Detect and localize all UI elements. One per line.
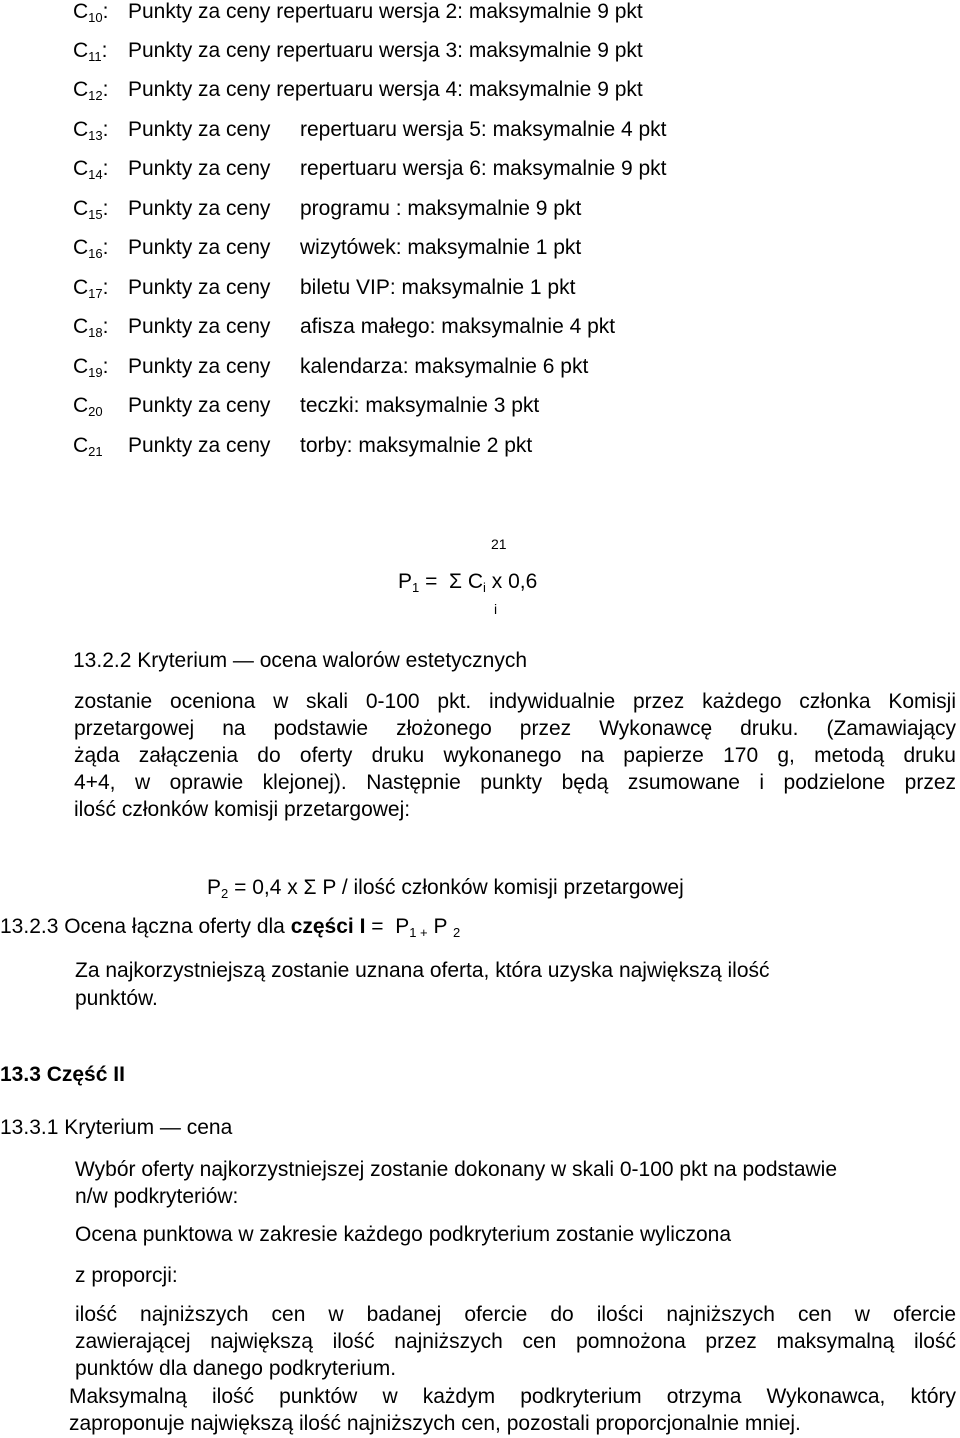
criterion-prefix: Punkty za ceny — [128, 434, 271, 457]
paragraph-line: Maksymalną ilość punktów w każdym podkryterium otrzyma Wykonawca, który — [69, 1385, 956, 1408]
section-1331-paragraph-3: z proporcji: — [75, 1264, 178, 1287]
criterion-prefix: Punkty za ceny — [128, 315, 271, 338]
criterion-text: programu : maksymalnie 9 pkt — [300, 197, 582, 220]
criterion-label: $C_{18}$: — [73, 315, 109, 340]
criterion-label: $C_{19}$: — [73, 355, 109, 380]
paragraph-line: 4+4, w oprawie klejonej). Następnie punkty będą zsumowane i podzielone przez — [74, 771, 956, 794]
section-heading-1331: 13.3.1 Kryterium — cena — [0, 1116, 233, 1139]
section-1331-paragraph-1 — [75, 1156, 945, 1210]
section-1331-paragraph-5 — [69, 1383, 956, 1437]
criterion-row — [0, 395, 960, 419]
section-1323-note — [75, 957, 935, 1013]
criterion-prefix: Punkty za ceny — [128, 276, 271, 299]
criterion-prefix: Punkty za ceny — [128, 236, 271, 259]
criterion-label: $C_{16}$: — [73, 236, 109, 261]
criterion-label: $C_{11}$: — [73, 39, 108, 64]
criterion-row — [0, 237, 960, 261]
criterion-label: $C_{10}$: — [73, 0, 109, 25]
paragraph-line: przetargowej na podstawie złożonego przez Wykonawcę druku. (Zamawiający — [74, 717, 956, 740]
paragraph-line: ilość członków komisji przetargowej: — [74, 798, 411, 821]
criterion-text: repertuaru wersja 5: maksymalnie 4 pkt — [300, 118, 667, 141]
criterion-label: $C_{17}$: — [73, 276, 109, 301]
paragraph-line: Za najkorzystniejszą zostanie uznana oferta, która uzyska największą ilość — [75, 959, 770, 982]
criterion-prefix: Punkty za ceny — [128, 157, 271, 180]
paragraph-line: zaproponuje największą ilość najniższych cen, pozostali proporcjonalnie mniej. — [69, 1412, 801, 1435]
criterion-label: $C_{20}$ — [73, 394, 103, 419]
section-heading-133: 13.3 Część II — [0, 1063, 125, 1086]
criterion-label: $C_{13}$: — [73, 118, 109, 143]
paragraph-line: punktów. — [75, 987, 158, 1010]
criterion-text: biletu VIP: maksymalnie 1 pkt — [300, 276, 576, 299]
paragraph-line: żąda załączenia do oferty druku wykonanego na papierze 170 g, metodą druku — [74, 744, 956, 767]
criterion-row — [0, 40, 960, 64]
criterion-text: wizytówek: maksymalnie 1 pkt — [300, 236, 582, 259]
criterion-text: Punkty za ceny repertuaru wersja 3: maksymalnie 9 pkt — [128, 39, 643, 62]
criterion-prefix: Punkty za ceny — [128, 197, 271, 220]
criterion-text: Punkty za ceny repertuaru wersja 4: maksymalnie 9 pkt — [128, 78, 643, 101]
criterion-prefix: Punkty za ceny — [128, 355, 271, 378]
criterion-label: $C_{21}$ — [73, 434, 103, 459]
paragraph-line: ilość najniższych cen w badanej ofercie do ilości najniższych cen w ofercie — [75, 1303, 956, 1326]
paragraph-line: n/w podkryteriów: — [75, 1185, 239, 1208]
criterion-row — [0, 277, 960, 301]
criterion-row — [0, 119, 960, 143]
section-1322-paragraph — [74, 688, 956, 823]
criterion-row — [0, 1, 960, 25]
sum-lower-limit: i — [494, 601, 498, 617]
criterion-row — [0, 356, 960, 380]
criterion-text: Punkty za ceny repertuaru wersja 2: maksymalnie 9 pkt — [128, 0, 643, 23]
paragraph-line: zostanie oceniona w skali 0-100 pkt. indywidualnie przez każdego członka Komisji — [74, 690, 956, 713]
criterion-row — [0, 316, 960, 340]
criterion-text: teczki: maksymalnie 3 pkt — [300, 394, 540, 417]
criterion-text: repertuaru wersja 6: maksymalnie 9 pkt — [300, 157, 667, 180]
formula-p2: $P_2 = 0,4$ x Σ P / ilość członków komisji przetargowej — [207, 876, 684, 901]
criterion-row — [0, 158, 960, 182]
criterion-text: kalendarza: maksymalnie 6 pkt — [300, 355, 589, 378]
criterion-row — [0, 435, 960, 459]
section-heading-1322: 13.2.2 Kryterium — ocena walorów estetycznych — [73, 649, 528, 672]
section-1331-paragraph-4 — [75, 1301, 956, 1382]
paragraph-line: punktów dla danego podkryterium. — [75, 1357, 397, 1380]
part-label: części I — [290, 915, 366, 938]
criterion-label: $C_{14}$: — [73, 157, 109, 182]
criterion-label: $C_{12}$: — [73, 78, 109, 103]
criterion-row — [0, 79, 960, 103]
formula-p1-body: $P_1 = \Sigma$ $C_i$ x 0,6 — [398, 570, 538, 595]
section-1331-paragraph-2: Ocena punktowa w zakresie każdego podkryterium zostanie wyliczona — [75, 1223, 731, 1246]
criterion-label: $C_{15}$: — [73, 197, 109, 222]
sum-upper-limit: 21 — [491, 536, 507, 552]
criterion-prefix: Punkty za ceny — [128, 118, 271, 141]
criterion-text: afisza małego: maksymalnie 4 pkt — [300, 315, 616, 338]
section-heading-1323: 13.2.3 Ocena łączna oferty dla części $I = P_{1 +}$ P $_2$ — [0, 915, 461, 940]
criterion-prefix: Punkty za ceny — [128, 394, 271, 417]
criterion-row — [0, 198, 960, 222]
paragraph-line: zawierającej największą ilość najniższych cen pomnożona przez maksymalną ilość — [75, 1330, 956, 1353]
paragraph-line: Wybór oferty najkorzystniejszej zostanie dokonany w skali 0-100 pkt na podstawie — [75, 1158, 838, 1181]
criterion-text: torby: maksymalnie 2 pkt — [300, 434, 533, 457]
